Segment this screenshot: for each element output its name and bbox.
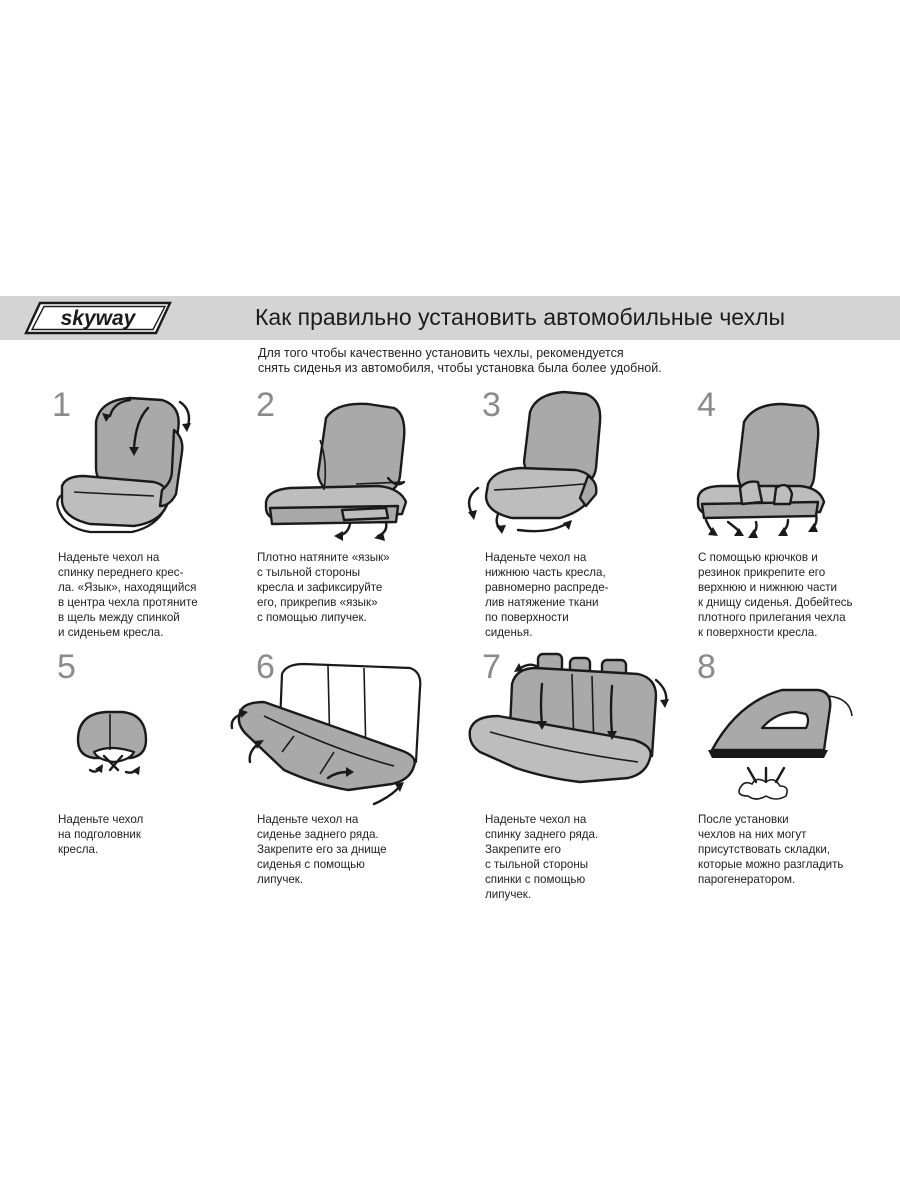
step-text-line: к поверхности кресла. [698,626,818,639]
step-text-line: спинку заднего ряда. [485,828,599,841]
step-text-line: на подголовник [58,828,141,841]
seat-cushion-cover-illustration [458,388,618,546]
step-text-line: Наденьте чехол [58,813,144,826]
step-text-line: Наденьте чехол на [485,813,587,826]
step-number: 8 [697,648,716,686]
intro-line: Для того чтобы качественно установить чехлы, рекомендуется [258,346,624,360]
step-text-line: в центра чехла протяните [58,596,198,609]
step-text-line: с тыльной стороны [257,566,361,579]
step-text-line: плотного прилегания чехла [698,611,846,624]
step-text-line: его, прикрепив «язык» [257,596,378,609]
seat-hooks-elastic-illustration [692,398,852,543]
intro-text [258,346,738,376]
step-number: 3 [482,386,501,424]
step-text-line: ла. «Язык», находящийся [58,581,197,594]
seat-tongue-velcro-illustration [258,398,418,543]
front-seat-back-cover-illustration [50,386,210,545]
step-text-line: верхнюю и нижнюю части [698,581,838,594]
step-text-line: лив натяжение ткани [485,596,599,609]
step-text-line: липучек. [485,888,532,901]
step-text-line: Закрепите его за днище [257,843,387,856]
step-number: 2 [256,386,275,424]
step-text-line: парогенератором. [698,873,796,886]
step-1-description [58,550,198,640]
step-text-line: сиденья. [485,626,533,639]
step-4-description [698,550,853,640]
rear-bench-cushion-illustration [224,658,424,810]
headrest-cover-illustration [70,700,160,790]
steam-iron-illustration [700,672,865,807]
step-text-line: с помощью липучек. [257,611,367,624]
step-text-line: которые можно разгладить [698,858,844,871]
step-2-description [257,550,390,625]
step-7-description [485,812,598,902]
step-text-line: с тыльной стороны [485,858,589,871]
step-8-description [698,812,843,887]
step-text-line: сиденья с помощью [257,858,365,871]
step-6-description [257,812,387,887]
step-text-line: Наденьте чехол на [257,813,359,826]
step-text-line: равномерно распреде- [485,581,609,594]
step-text-line: сиденье заднего ряда. [257,828,379,841]
skyway-logo [22,300,174,336]
step-text-line: Закрепите его [485,843,561,856]
page-title: Как правильно установить автомобильные чехлы [255,304,786,330]
step-text-line: и сиденьем кресла. [58,626,164,639]
step-number: 7 [482,648,501,686]
step-text-line: липучек. [257,873,304,886]
step-text-line: кресла. [58,843,99,856]
rear-bench-back-illustration [462,650,672,802]
step-number: 6 [256,648,275,686]
step-text-line: чехлов на них могут [698,828,807,841]
step-text-line: к днищу сиденья. Добейтесь [698,596,853,609]
step-text-line: Наденьте чехол на [485,551,587,564]
step-text-line: кресла и зафиксируйте [257,581,383,594]
step-text-line: Плотно натяните «язык» [257,551,390,564]
step-text-line: С помощью крючков и [698,551,818,564]
step-number: 5 [57,648,76,686]
step-text-line: спинку переднего крес- [58,566,184,579]
step-text-line: спинки с помощью [485,873,586,886]
step-text-line: нижнюю часть кресла, [485,566,606,579]
step-text-line: в щель между спинкой [58,611,180,624]
step-text-line: После установки [698,813,789,826]
step-3-description [485,550,609,640]
step-text-line: по поверхности [485,611,569,624]
logo-text: skyway [60,307,136,330]
step-5-description [58,812,143,857]
step-number: 1 [52,386,71,424]
step-text-line: Наденьте чехол на [58,551,160,564]
intro-line: снять сиденья из автомобиля, чтобы установка была более удобной. [258,361,662,375]
step-text-line: присутствовать складки, [698,843,831,856]
step-text-line: резинок прикрепите его [698,566,826,579]
step-number: 4 [697,386,716,424]
